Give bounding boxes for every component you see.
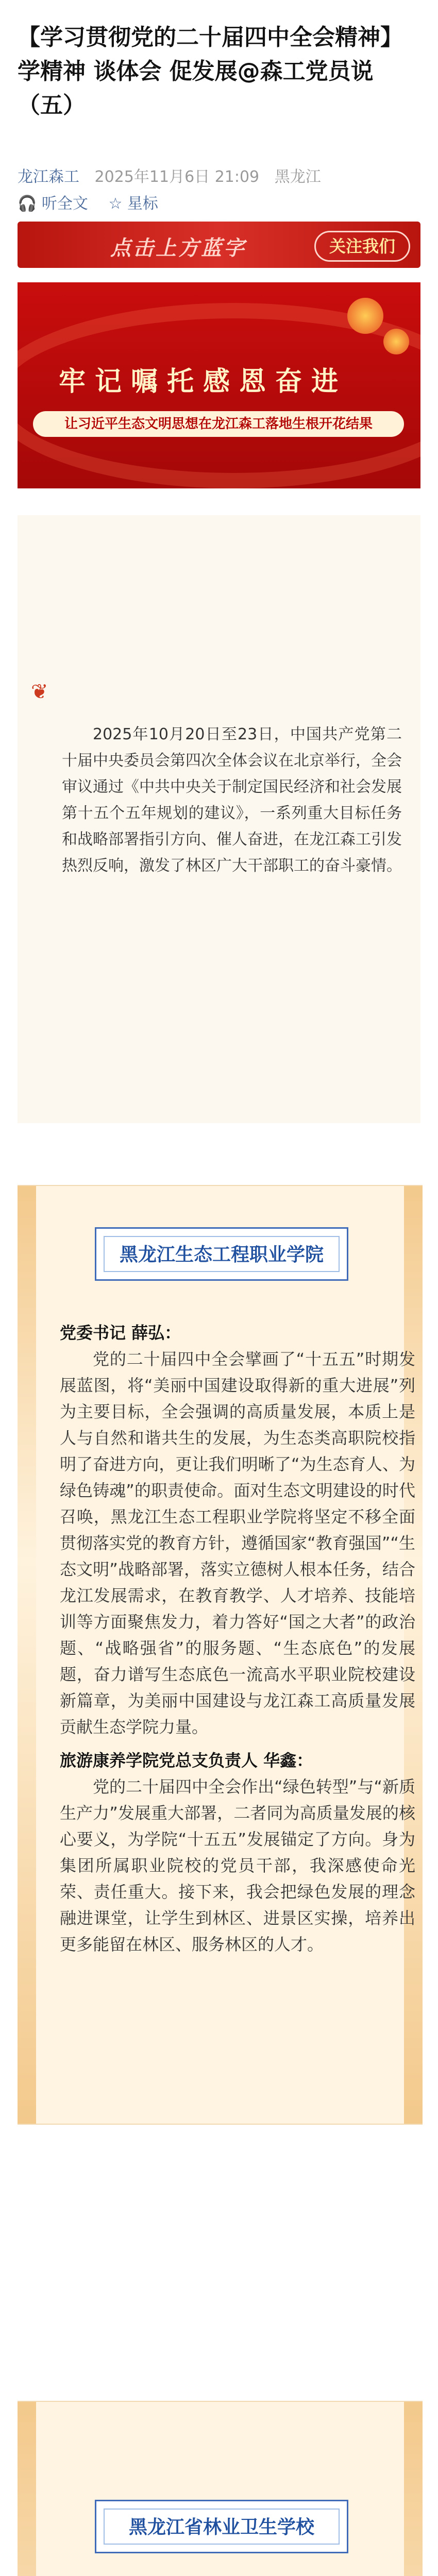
follow-us-button[interactable]: 关注我们 xyxy=(314,231,410,262)
star-button[interactable] xyxy=(108,195,158,213)
speaker-text: 党的二十届四中全会擘画了“十五五”时期发展蓝图，将“美丽中国建设取得新的重大进展”列为主要目标，全会强调的高质量发展，本质上是人与自然和谐共生的发展，为生态类高职院校指明了奋进方向，更让我们明晰了“为生态育人、为绿色铸魂”的职责使命。面对生态文明建设的时代召唤，黑龙江生态工程职业学院将坚定不移全面贯彻落实党的教育方针，遵循国家“教育强国”“生态文明”战略部署，落实立德树人根本任务，结合龙江发展需求，在教育教学、人才培养、技能培训等方面聚焦发力，着力答好“国之大者”的政治题、“战略强省”的服务题、“生态底色”的发展题，奋力谱写生态底色一流高水平职业院校建设新篇章，为美丽中国建设与龙江森工高质量发展贡献生态学院力量。 xyxy=(60,1349,415,1737)
listen-label: 听全文 xyxy=(41,195,88,213)
section-heading xyxy=(95,1227,348,1281)
publish-location: 黑龙江 xyxy=(274,168,321,186)
article-title: 【学习贯彻党的二十届四中全会精神】学精神 谈体会 促发展@森工党员说（五） xyxy=(18,24,403,118)
scroll-edge-right xyxy=(404,2402,423,2576)
speaker-text: 党的二十届四中全会作出“绿色转型”与“新质生产力”发展重大部署，二者同为高质量发展的核心要义，为学院“十五五”发展锚定了方向。身为集团所属职业院校的党员干部，我深感使命光荣、责任重大。接下来，我会把绿色发展的理念融进课堂，让学生到林区、进景区实操，培养出更多能留在林区、服务林区的人才。 xyxy=(60,1777,415,1954)
headphones-icon: 🎧 xyxy=(18,195,37,213)
publish-datetime: 2025年11月6日 21:09 xyxy=(94,168,260,186)
hero-subtitle: 让习近平生态文明思想在龙江森工落地生根开花结果 xyxy=(33,411,404,437)
speaker-name: 党委书记 薛弘： xyxy=(60,1323,181,1343)
section-body xyxy=(60,1320,415,1958)
star-label: 星标 xyxy=(127,195,158,213)
speaker-name: 旅游康养学院党总支负责人 华鑫： xyxy=(60,1751,313,1770)
article-actions xyxy=(18,191,174,213)
intro-paragraph: 2025年10月20日至23日，中国共产党第二十届中央委员会第四次全体会议在北京举行，全会审议通过《中共中央关于制定国民经济和社会发展第十五个五年规划的建议》，一系列重大目标任务和战略部署指引方向、催人奋进，在龙江森工引发热烈反响，激发了林区广大干部职工的奋斗豪情。 xyxy=(62,725,402,875)
star-icon: ☆ xyxy=(108,195,123,213)
hero-image xyxy=(18,282,420,488)
listen-button[interactable] xyxy=(18,195,93,213)
hero-calligraphy: 牢记嘱托感恩奋进 xyxy=(59,366,348,397)
scroll-edge-left xyxy=(18,2402,36,2576)
section-heading-text: 黑龙江生态工程职业学院 xyxy=(119,1244,324,1265)
flower-decoration xyxy=(347,298,383,334)
follow-banner[interactable] xyxy=(18,222,420,268)
scroll-edge-left xyxy=(18,1186,36,2124)
follow-banner-left-text: 点击上方蓝字 xyxy=(110,236,246,260)
article-meta xyxy=(18,164,321,187)
section-vocational-college xyxy=(18,1185,423,2125)
section-heading-text: 黑龙江省林业卫生学校 xyxy=(128,2517,314,2538)
section-health-school xyxy=(18,2401,423,2576)
account-name-link[interactable]: 龙江森工 xyxy=(18,168,79,186)
flower-decoration xyxy=(383,329,409,354)
section-heading xyxy=(95,2500,348,2553)
leaf-accent-icon: ❦ xyxy=(31,680,48,704)
